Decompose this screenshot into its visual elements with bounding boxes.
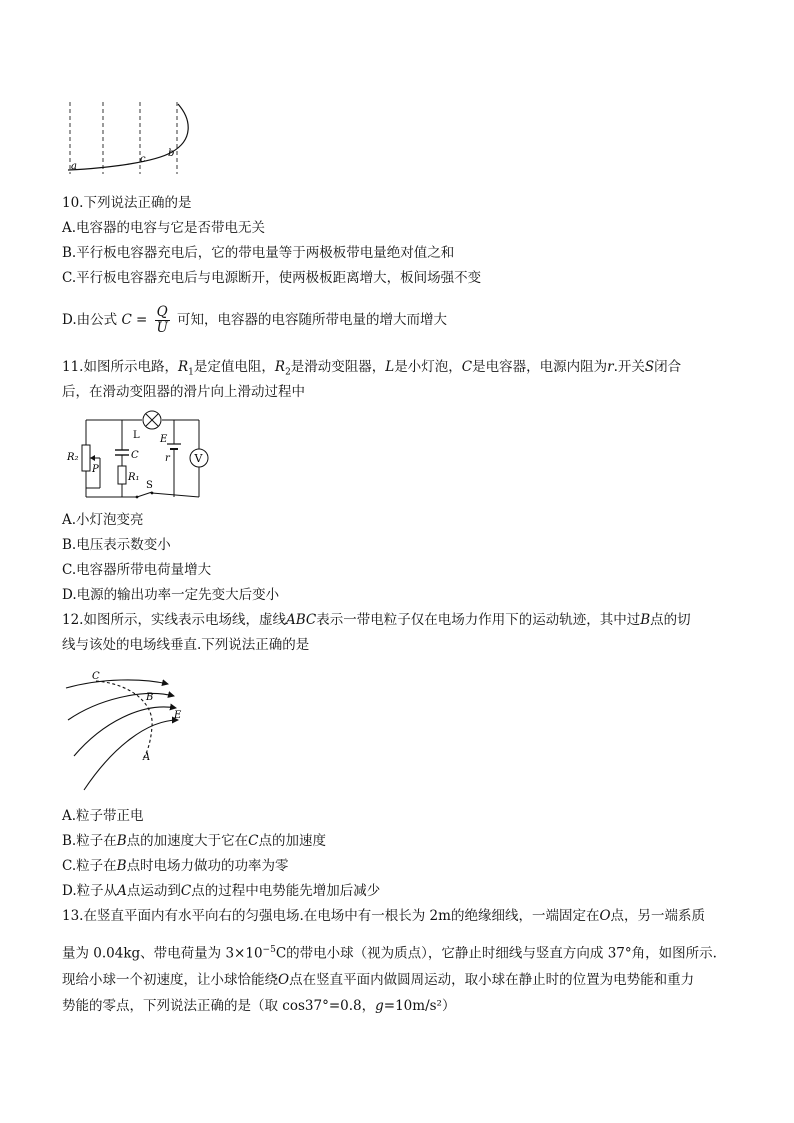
q10-d-suffix: 可知，电容器的电容随所带电量的增大而增大	[177, 312, 448, 328]
exponent: −5	[262, 945, 276, 955]
q13-line4	[62, 996, 455, 1016]
q11-text: 是滑动变阻器，	[290, 359, 386, 375]
label-c: C	[92, 671, 100, 682]
label-b: b	[168, 148, 175, 159]
q13-line3	[62, 970, 694, 990]
var-s: S	[644, 359, 655, 375]
q11-text: .开关	[613, 359, 645, 375]
q11-stem-line2: 后，在滑动变阻器的滑片向上滑动过程中	[62, 384, 305, 400]
formula-fraction	[155, 305, 170, 336]
q10-stem: 10.下列说法正确的是	[62, 195, 192, 211]
q12-option-c	[62, 856, 289, 876]
var-g: g	[375, 998, 384, 1014]
q10-option-b: B.平行板电容器充电后，它的带电量等于两极板带电量绝对值之和	[62, 245, 455, 261]
particle-trajectory	[96, 681, 152, 760]
var-c: C	[461, 359, 473, 375]
q13-text: 量为 0.04kg、带电荷量为 3×10	[62, 945, 263, 962]
label-c: C	[131, 450, 139, 461]
q13-text: 点，另一端系质	[610, 908, 706, 924]
label-b: B	[146, 692, 154, 703]
label-r: r	[165, 453, 170, 464]
var-r: r	[607, 359, 614, 375]
q12-option-a: A.粒子带正电	[62, 808, 144, 824]
sub-2: 2	[285, 367, 291, 378]
label-e: E	[160, 434, 168, 445]
q12-d-text: 点运动到	[126, 883, 181, 899]
label-s: S	[146, 480, 153, 491]
q13-text: =10m/s²）	[383, 998, 456, 1014]
field-line-1	[66, 680, 168, 688]
var-b: B	[640, 612, 651, 628]
q12-d-text: D.粒子从	[62, 883, 118, 899]
equipotential-figure	[60, 98, 200, 180]
label-r2: R₂	[67, 452, 79, 463]
q13-line1	[62, 906, 705, 926]
var-abc: ABC	[285, 612, 317, 628]
q13-text: 现给小球一个初速度，让小球恰能绕	[62, 972, 278, 988]
q10-option-c: C.平行板电容器充电后与电源断开，使两极板距离增大，板间场强不变	[62, 270, 482, 286]
label-e: E	[174, 710, 182, 721]
q11-option-c: C.电容器所带电荷量增大	[62, 562, 212, 578]
q13-text: 势能的零点，下列说法正确的是（取 cos37°=0.8，	[62, 998, 376, 1014]
q11-option-b: B.电压表示数变小	[62, 537, 171, 553]
q10-d-prefix: D.由公式	[62, 312, 118, 328]
rheostat-r2	[82, 445, 90, 471]
q12-stem-line2: 线与该处的电场线垂直.下列说法正确的是	[62, 637, 310, 653]
formula-denominator: U	[156, 320, 168, 336]
formula-numerator: Q	[156, 304, 168, 320]
q12-c-text: C.粒子在	[62, 858, 117, 874]
q11-option-d: D.电源的输出功率一定先变大后变小	[62, 587, 280, 603]
var-o: O	[599, 908, 611, 924]
var-b: B	[116, 858, 127, 874]
var-l: L	[385, 359, 395, 375]
q13-line2	[62, 940, 717, 964]
q12-d-text: 点的过程中电势能先增加后减少	[191, 883, 381, 899]
sub-1: 1	[188, 367, 194, 378]
q13-text: C的带电小球（视为质点），它静止时细线与竖直方向成 37°角，如图所示.	[275, 945, 717, 962]
q12-option-d	[62, 881, 380, 901]
q12-option-b	[62, 831, 326, 851]
var-o: O	[278, 972, 290, 988]
field-lines-figure	[62, 668, 197, 794]
q11-text: 闭合	[654, 359, 682, 375]
q12-c-text: 点时电场力做功的功率为零	[126, 858, 289, 874]
q10-option-a: A.电容器的电容与它是否带电无关	[62, 220, 266, 236]
q12-b-text: 点的加速度大于它在	[126, 833, 249, 849]
q12-b-text: B.粒子在	[62, 833, 117, 849]
q11-text: 是电容器，电源内阻为	[472, 359, 608, 375]
var-b: B	[116, 833, 127, 849]
q13-text: 点在竖直平面内做圆周运动，取小球在静止时的位置为电势能和重力	[289, 972, 695, 988]
label-r1: R₁	[128, 472, 140, 483]
var-c: C	[180, 883, 192, 899]
label-v: V	[194, 452, 203, 465]
label-l: L	[133, 430, 140, 441]
q12-text: 表示一带电粒子仅在电场力作用下的运动轨迹，其中过	[316, 612, 641, 628]
field-line-3	[74, 707, 176, 756]
var-r1: R	[177, 359, 189, 375]
q13-text: 13.在竖直平面内有水平向右的匀强电场.在电场中有一根长为 2m的绝缘细线，一端固定在	[62, 908, 600, 924]
switch-s	[137, 492, 152, 497]
var-r2: R	[274, 359, 286, 375]
q12-b-text: 点的加速度	[258, 833, 326, 849]
q12-stem-line1	[62, 610, 691, 630]
label-a: a	[71, 161, 77, 172]
label-p: P	[92, 464, 99, 475]
q12-text: 12.如图所示，实线表示电场线，虚线	[62, 612, 286, 628]
field-line-4	[84, 720, 178, 790]
q11-option-a: A.小灯泡变亮	[62, 512, 144, 528]
q11-text: 11.如图所示电路，	[62, 359, 178, 375]
label-c: c	[140, 154, 146, 165]
resistor-r1	[118, 466, 126, 484]
q11-text: 是定值电阻，	[193, 359, 275, 375]
trajectory-curve	[68, 104, 188, 170]
q10-option-d	[62, 305, 447, 336]
circuit-figure	[64, 408, 214, 504]
q11-text: 是小灯泡，	[394, 359, 462, 375]
q12-text: 点的切	[650, 612, 691, 628]
label-a: A	[143, 752, 151, 763]
q11-stem-line1	[62, 357, 681, 383]
var-c: C	[248, 833, 259, 849]
formula-lhs: C =	[121, 312, 148, 328]
var-a: A	[117, 883, 127, 899]
